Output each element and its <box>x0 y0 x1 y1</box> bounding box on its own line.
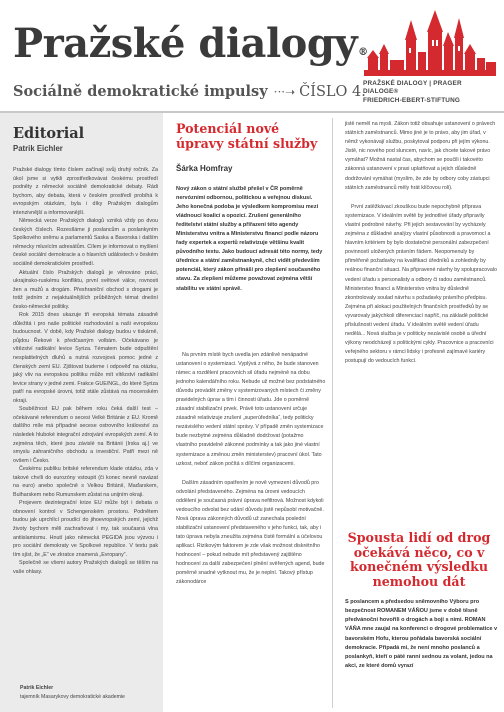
interview-title: Spousta lidí od drog očekává něco, co v konečném výsledku nemohou dát <box>347 530 491 589</box>
interview-lead: S poslancem a předsedou sněmovního Výboru pro bezpečnost ROMANEM VÁŇOU jsme v době těsně předvánoční hovořili o drogách a boji s nimi. ROMAN VÁŇA mne zaujal na konferenci o drogové problematice v bavorském Hofu, kterou pořádala bavorská sociální demokracie. Připadá mi, že není mnoho poslanců a poslankyň, kteří o páté ranní sednou za volant, jedou na akci, ze které domů vyrazí <box>345 599 498 670</box>
editorial-paragraph: Českému publiku britské referendum klade otázku, zda v takové chvíli do eurozóny vstoupit (či konec nevně navázat na euro) anebo společně s Velkou Británií, Maďarskem, Bulharskem nebo Rumunskem zůstat na unijním okraji. <box>13 466 158 498</box>
arrow-icon: ···➝ <box>273 85 296 99</box>
editorial-column <box>0 113 163 712</box>
issue-number: ČÍSLO 4. <box>299 84 366 100</box>
masthead <box>0 0 504 112</box>
prague-castle-icon <box>362 10 498 76</box>
article-paragraph: jistě neměl na mysli. Zákon totiž obsahuje ustanovení o právech státních zaměstnanců. Mimo jiné je to právo, aby jim úřad, v němž vykonávají službu, poskytoval podporu při jejím výkonu. Jistě, nic nového pod sluncem, navíc, jak chcete takové právo vymáhat? Možná nastal čas, abychom se poučili i takovéto zákonná ustanovení v praxi uplatňovat a jejich důsledně dodržování vymáhat (myslím, že zde by odbory coby zástupci státních zaměstnanců měly hrát klíčovou roli). <box>345 121 496 191</box>
editorial-paragraph: Pražské dialogy tímto číslem začínají svůj druhý ročník. Za úkol jsme si vytkli zprostředkovávat českému prostředí podněty z německé sociálně demokratické debaty. Rádi bychom, aby debata, která v českém prostředí probíhá k evropským otázkám, byla i díky Pražským dialogům intenzivnější a informovanější. <box>13 167 158 216</box>
publisher-line-2: FRIEDRICH-EBERT-STIFTUNG <box>363 96 461 104</box>
editorial-paragraph: Aktuální číslo Pražských dialogů je věnováno práci, ukrajinsko-ruskému konfliktu, první světové válce, rovnosti žen a mužů a drogám. Přeshraniční obchod s drogami je totiž jedním z nejaktuálnějších průběžných témat dnešní česko-německé politiky. <box>13 269 158 310</box>
editorial-paragraph: Rok 2015 dnes ukazuje tři evropská témata zásadně důležitá i pro naše politické rozhodování a naši evropskou budoucnost. V době, kdy Pražské dialogy budou v tiskárně, půjdou Řekové k předčasným volbám. Očekávano je vítězství radikální levice Syriza. Tématem bude odpuštění nesplatitelných dluhů a nutná rozvojová pomoc jedné z členských zemí EU. Zjištovat budeme i odpověď na otázku, jaký vliv na evropskou politiku může mít vítězství radikální levice strany v jedné zemi. Frakce GUE/NGL, do které Syriza patří na evropské úrovni, totiž stále zůstává na mocenském okraji. <box>13 312 158 404</box>
article-column-middle <box>169 113 330 712</box>
article-body <box>176 351 326 597</box>
article-paragraph: Dalším zásadním opatřením je nově vymezení důvodů pro odvolání představeného. Zejména na úrovni vedoucích oddělení je současná právní úprava nefiltrová. Možnost kdykoli vedoucího odvolat bez udání důvodu jistě nepůsobí motivačně. Nová úprava zákonných důvodů už zanechala poslední stabilizační ustanovení představeného v jeho funkci, tak, aby i tato úprava nebyla zneužita zejména čistě formální a účelovou aplikací. Rizikovým faktorem je zde však možnost diskrétního hodnocení – pokud nebude mít představený zajištěno hodnocení za další zabezpečení plnění svěřených agend, bude poměrně snadné vytknout mu, že je neplní. Takový přístup zákonodárce <box>176 479 325 586</box>
article-paragraph: Na prvním místě bych uvedla jen zdánlivě nenápadné ustanovení o systemizaci. Vyplývá z něho, že bude stanoven rámec a rozdělení pracovních sil úřadu nejméně na dobu jednoho kalendářního roku. Nebude už možné bez podstatného důvodu provádět změny v systemizovaných místech či změny pravidelných úprav a tím i činnosti úřadu. Jde o poměrně zásadní stabilizační prvek. Právě toto ustanovení určuje zásadně relativizuje zrušení „superúředníka“, tedy politicky nezávislého vedení státní správy. V případě změn systemizace bude nezbytné zejména důkladně dodržovat (potažmo vlastního pravidelně zákonné podmínky a tak jako jiné vlastní systemizace a změnou změn ministerstev) pracovní úkol. Tato uzkost, neboť zákon počítá s dílčími organizacemi. <box>176 352 326 467</box>
registered-mark: ® <box>358 47 368 58</box>
editorial-author: Patrik Eichler <box>13 144 63 153</box>
subtitle-text: Sociálně demokratické impulsy <box>13 83 268 100</box>
column-divider <box>332 118 333 708</box>
article-author: Šárka Homfray <box>176 164 233 173</box>
editorial-signature <box>20 684 160 701</box>
publication-subtitle <box>13 85 366 100</box>
publisher-line-1: PRAŽSKÉ DIALOGY | PRAGER DIALOGE® <box>363 80 462 96</box>
article-paragraph: První zatěžkávací zkouškou bude nepochybně příprava systemizace. V ideálním světě by jednotlivé úřady připravily vlastní podrobné návrhy. Při jejich sestavování by vycházely zejména z důkladné analýzy vlastní působnosti a pravomocí a hlavním kritériem by bylo dostatečné personální zabezpečení povinností uložených právním řádem. Neopomenuly by přiměřeně požadavky na kvalifikaci úředníků a zohlednily by reálnou finanční situaci. Na připravené návrhy by spolupracovalo vedení úřadu s personalisty a odbory či radou zaměstnanců. Ministerstvo financí a Ministerstvo vnitra by důsledně zkontrolovaly soulad návrhu s požadavky právního předpisu. Zejména při alokaci použitelných finančních prostředků by se vyvarovaly jakýchkoli diferenciací napříč, na základě politické příslušnosti vedení úřadu. V ideálním světě vedení úřadu nedělá... Nová služba je v politicky nezávislé osobě a úřední výkony neodcházejí s politickými cykly. Pracovnice a pracovníci veřejného sektoru v rámci lidsky i profesně zajímavé kariéry postupují do vedoucích funkcí. <box>345 203 497 365</box>
editorial-paragraph: Společně se všemi autory Pražských dialogů se těším na vaše ohlasy. <box>13 560 158 575</box>
article-column-right <box>335 113 504 712</box>
editorial-paragraph: Německá verze Pražských dialogů vzniká vždy po dvou českých číslech. Rozesíláme ji poslancům a poslankyním Spolkového sněmu a parlamentů Saska a Bavorska i dalším německy mluvícím adresátům. Cílem je informovat o myšlení české sociální demokracie a o hlavních událostech v českém sociálně demokratickém prostředí. <box>13 218 158 268</box>
publication-title: Pražské dialogy® <box>13 20 368 67</box>
article-lead: Nový zákon o státní službě přešel v ČR poměrně nervózními odbornou, politickou a veřejnou diskusí. Jeho konečná podoba je výsledkem kompromisu mezi vládnoucí koalicí a opozicí. Zrušení generálního ředitelství státní služby a přiřazení této agendy Ministerstvu vnitra a Ministerstvu financí podle názoru řady expertek a expertů relativizuje většinu kvalit původního textu. Jako budoucí adresát této normy, tedy úřednice a státní zaměstnankyně, chci vidět především potenciál, který zákon přináší pro zlepšení současného stavu. Za zlepšení můžeme považovat zejména větší stabilitu ve státní správě. <box>176 186 323 292</box>
editorial-paragraph: Projevem dezintegrační krize EU může být i debata o obnovení kontrol v Schengenském prostoru. Podnětem budou jak uprchlící proudící do jihoevropských zemí, jejichž životy bychom měli zachraňovat i my, tak současná vlna antiislamismu. Hnutí jako německá PEGIDA jsou výzvou i pro sociální demokraty ve Spolkové republice. V textu pak tím sjíst, že „E“ ve zkratce znamená „Evropany“. <box>13 500 158 558</box>
editorial-body <box>13 166 158 576</box>
publisher-info <box>363 80 498 105</box>
signature-name: Patrik Eichler <box>20 685 54 691</box>
article-title: Potenciál nové úpravy státní služby <box>176 121 318 151</box>
editorial-paragraph: Souběžnost EU pak během roku čeká další test – očekávané referendum o secesi Velké Británie z EU. Kromě dalšího míle má případné secese ostrovního království za následek hluboké integrační zdrojvání evropských zemí. A to zejména těch, které jsou závislé na Británii (Irska aj.) ve smyslu zahraničního obchodu a investiční. Patří mezi ně ovšem i Česko. <box>13 406 158 464</box>
editorial-heading: Editorial <box>13 125 85 142</box>
article-continuation <box>345 120 497 376</box>
signature-role: tajemník Masarykovy demokratické akademie <box>20 693 125 700</box>
